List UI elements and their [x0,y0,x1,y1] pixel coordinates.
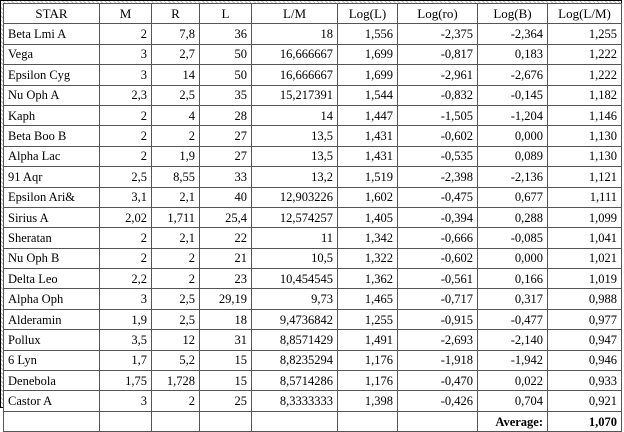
log-b-cell[interactable]: -1,204 [478,105,548,125]
empty-cell[interactable] [152,411,200,431]
header-log-l-over-m[interactable]: Log(L/M) [548,4,622,24]
mass-cell[interactable]: 2,3 [100,85,152,105]
log-l-cell[interactable]: 1,431 [338,146,398,166]
empty-cell[interactable] [100,411,152,431]
star-name-cell[interactable]: Castor A [4,391,100,411]
log-l-cell[interactable]: 1,699 [338,44,398,64]
log-ro-cell[interactable]: -0,535 [398,146,478,166]
log-l-cell[interactable]: 1,255 [338,309,398,329]
empty-cell[interactable] [4,411,100,431]
log-ro-cell[interactable]: -1,918 [398,350,478,370]
log-l-cell[interactable]: 1,491 [338,330,398,350]
log-ro-cell[interactable]: -0,666 [398,228,478,248]
table-row [4,289,622,309]
l-over-m-cell[interactable]: 8,3333333 [252,391,338,411]
log-b-cell[interactable]: 0,317 [478,289,548,309]
log-b-cell[interactable]: -0,085 [478,228,548,248]
radius-cell[interactable]: 2 [152,248,200,268]
luminosity-cell[interactable]: 31 [200,330,252,350]
header-l[interactable]: L [200,4,252,24]
star-name-cell[interactable]: Epsilon Cyg [4,65,100,85]
star-name-cell[interactable]: Sheratan [4,228,100,248]
log-l-over-m-cell[interactable]: 1,255 [548,24,622,44]
mass-cell[interactable]: 2 [100,24,152,44]
luminosity-cell[interactable]: 29,19 [200,289,252,309]
table-row [4,391,622,411]
star-name-cell[interactable]: Nu Oph A [4,85,100,105]
radius-cell[interactable]: 1,728 [152,371,200,391]
l-over-m-cell[interactable]: 10,454545 [252,269,338,289]
header-l-over-m[interactable]: L/M [252,4,338,24]
log-l-cell[interactable]: 1,405 [338,207,398,227]
radius-cell[interactable]: 1,711 [152,207,200,227]
log-l-over-m-cell[interactable]: 0,947 [548,330,622,350]
table-row [4,44,622,64]
star-name-cell[interactable]: Denebola [4,371,100,391]
radius-cell[interactable]: 2 [152,126,200,146]
mass-cell[interactable]: 3,5 [100,330,152,350]
table-row [4,187,622,207]
star-data-table [3,3,622,432]
mass-cell[interactable]: 1,9 [100,309,152,329]
radius-cell[interactable]: 2,5 [152,85,200,105]
l-over-m-cell[interactable]: 13,5 [252,146,338,166]
log-b-cell[interactable]: -0,477 [478,309,548,329]
luminosity-cell[interactable]: 40 [200,187,252,207]
log-l-cell[interactable]: 1,431 [338,126,398,146]
star-name-cell[interactable]: Alderamin [4,309,100,329]
log-ro-cell[interactable]: -0,915 [398,309,478,329]
star-name-cell[interactable]: Kaph [4,105,100,125]
star-name-cell[interactable]: Epsilon Ari& [4,187,100,207]
l-over-m-cell[interactable]: 18 [252,24,338,44]
log-ro-cell[interactable]: -2,961 [398,65,478,85]
log-l-over-m-cell[interactable]: 0,988 [548,289,622,309]
log-l-over-m-cell[interactable]: 1,121 [548,167,622,187]
log-l-cell[interactable]: 1,602 [338,187,398,207]
l-over-m-cell[interactable]: 10,5 [252,248,338,268]
log-l-over-m-cell[interactable]: 0,933 [548,371,622,391]
log-l-cell[interactable]: 1,176 [338,350,398,370]
mass-cell[interactable]: 2 [100,228,152,248]
header-log-ro[interactable]: Log(ro) [398,4,478,24]
mass-cell[interactable]: 1,7 [100,350,152,370]
radius-cell[interactable]: 7,8 [152,24,200,44]
log-b-cell[interactable]: 0,089 [478,146,548,166]
log-b-cell[interactable]: 0,166 [478,269,548,289]
luminosity-cell[interactable]: 23 [200,269,252,289]
table-row [4,85,622,105]
mass-cell[interactable]: 2,2 [100,269,152,289]
log-l-over-m-cell[interactable]: 1,099 [548,207,622,227]
log-ro-cell[interactable]: -2,398 [398,167,478,187]
table-row [4,248,622,268]
radius-cell[interactable]: 14 [152,65,200,85]
table-row [4,146,622,166]
star-name-cell[interactable]: Alpha Oph [4,289,100,309]
l-over-m-cell[interactable]: 11 [252,228,338,248]
log-l-over-m-cell[interactable]: 1,146 [548,105,622,125]
log-l-cell[interactable]: 1,519 [338,167,398,187]
radius-cell[interactable]: 2,1 [152,187,200,207]
l-over-m-cell[interactable]: 12,903226 [252,187,338,207]
luminosity-cell[interactable]: 22 [200,228,252,248]
mass-cell[interactable]: 2,02 [100,207,152,227]
empty-cell[interactable] [252,411,338,431]
l-over-m-cell[interactable]: 9,73 [252,289,338,309]
log-l-cell[interactable]: 1,398 [338,391,398,411]
l-over-m-cell[interactable]: 14 [252,105,338,125]
log-l-over-m-cell[interactable]: 0,946 [548,350,622,370]
radius-cell[interactable]: 8,55 [152,167,200,187]
log-ro-cell[interactable]: -0,470 [398,371,478,391]
star-name-cell[interactable]: 6 Lyn [4,350,100,370]
log-b-cell[interactable]: 0,000 [478,248,548,268]
luminosity-cell[interactable]: 18 [200,309,252,329]
star-name-cell[interactable]: Sirius A [4,207,100,227]
log-b-cell[interactable]: -2,676 [478,65,548,85]
log-l-cell[interactable]: 1,447 [338,105,398,125]
luminosity-cell[interactable]: 35 [200,85,252,105]
table-row [4,24,622,44]
mass-cell[interactable]: 2 [100,105,152,125]
radius-cell[interactable]: 2 [152,269,200,289]
star-name-cell[interactable]: Delta Leo [4,269,100,289]
log-ro-cell[interactable]: -0,817 [398,44,478,64]
table-row [4,167,622,187]
empty-cell[interactable] [338,411,398,431]
log-ro-cell[interactable]: -0,717 [398,289,478,309]
luminosity-cell[interactable]: 27 [200,146,252,166]
luminosity-cell[interactable]: 15 [200,371,252,391]
l-over-m-cell[interactable]: 8,8235294 [252,350,338,370]
table-row [4,65,622,85]
l-over-m-cell[interactable]: 16,666667 [252,65,338,85]
log-ro-cell[interactable]: -0,394 [398,207,478,227]
log-l-over-m-cell[interactable]: 0,921 [548,391,622,411]
log-l-over-m-cell[interactable]: 1,222 [548,65,622,85]
star-name-cell[interactable]: Alpha Lac [4,146,100,166]
log-l-over-m-cell[interactable]: 1,021 [548,248,622,268]
mass-cell[interactable]: 3,1 [100,187,152,207]
log-l-cell[interactable]: 1,342 [338,228,398,248]
log-l-over-m-cell[interactable]: 1,222 [548,44,622,64]
log-l-over-m-cell[interactable]: 1,130 [548,146,622,166]
mass-cell[interactable]: 3 [100,289,152,309]
mass-cell[interactable]: 1,75 [100,371,152,391]
log-l-over-m-cell[interactable]: 1,111 [548,187,622,207]
mass-cell[interactable]: 3 [100,44,152,64]
table-row [4,371,622,391]
log-ro-cell[interactable]: -0,602 [398,126,478,146]
log-b-cell[interactable]: 0,000 [478,126,548,146]
log-b-cell[interactable]: 0,288 [478,207,548,227]
log-l-cell[interactable]: 1,176 [338,371,398,391]
luminosity-cell[interactable]: 36 [200,24,252,44]
log-b-cell[interactable]: 0,677 [478,187,548,207]
header-m[interactable]: M [100,4,152,24]
log-l-cell[interactable]: 1,556 [338,24,398,44]
luminosity-cell[interactable]: 50 [200,44,252,64]
log-l-cell[interactable]: 1,362 [338,269,398,289]
empty-cell[interactable] [200,411,252,431]
l-over-m-cell[interactable]: 12,574257 [252,207,338,227]
luminosity-cell[interactable]: 50 [200,65,252,85]
log-ro-cell[interactable]: -2,375 [398,24,478,44]
l-over-m-cell[interactable]: 16,666667 [252,44,338,64]
log-ro-cell[interactable]: -0,561 [398,269,478,289]
radius-cell[interactable]: 5,2 [152,350,200,370]
table-row [4,350,622,370]
table-row [4,309,622,329]
luminosity-cell[interactable]: 21 [200,248,252,268]
table-row [4,269,622,289]
mass-cell[interactable]: 3 [100,65,152,85]
log-ro-cell[interactable]: -0,426 [398,391,478,411]
log-l-cell[interactable]: 1,465 [338,289,398,309]
table-row [4,126,622,146]
log-b-cell[interactable]: -2,136 [478,167,548,187]
header-r[interactable]: R [152,4,200,24]
log-l-over-m-cell[interactable]: 1,019 [548,269,622,289]
star-name-cell[interactable]: Pollux [4,330,100,350]
radius-cell[interactable]: 2,7 [152,44,200,64]
log-b-cell[interactable]: -2,364 [478,24,548,44]
mass-cell[interactable]: 2 [100,248,152,268]
luminosity-cell[interactable]: 15 [200,350,252,370]
header-row [4,4,622,24]
luminosity-cell[interactable]: 27 [200,126,252,146]
radius-cell[interactable]: 2,1 [152,228,200,248]
l-over-m-cell[interactable]: 8,5714286 [252,371,338,391]
log-b-cell[interactable]: 0,022 [478,371,548,391]
mass-cell[interactable]: 2,5 [100,167,152,187]
star-name-cell[interactable]: Nu Oph B [4,248,100,268]
star-name-cell[interactable]: Beta Lmi A [4,24,100,44]
luminosity-cell[interactable]: 25,4 [200,207,252,227]
luminosity-cell[interactable]: 28 [200,105,252,125]
radius-cell[interactable]: 2,5 [152,309,200,329]
log-l-cell[interactable]: 1,699 [338,65,398,85]
header-log-l[interactable]: Log(L) [338,4,398,24]
l-over-m-cell[interactable]: 9,4736842 [252,309,338,329]
log-l-over-m-cell[interactable]: 1,182 [548,85,622,105]
log-ro-cell[interactable]: -2,693 [398,330,478,350]
log-l-cell[interactable]: 1,544 [338,85,398,105]
log-b-cell[interactable]: -2,140 [478,330,548,350]
log-ro-cell[interactable]: -1,505 [398,105,478,125]
table-row [4,228,622,248]
table-row [4,207,622,227]
radius-cell[interactable]: 2,5 [152,289,200,309]
header-star[interactable]: STAR [4,4,100,24]
average-value[interactable]: 1,070 [548,411,622,431]
l-over-m-cell[interactable]: 13,2 [252,167,338,187]
radius-cell[interactable]: 2 [152,391,200,411]
star-name-cell[interactable]: 91 Aqr [4,167,100,187]
luminosity-cell[interactable]: 33 [200,167,252,187]
l-over-m-cell[interactable]: 13,5 [252,126,338,146]
radius-cell[interactable]: 12 [152,330,200,350]
star-name-cell[interactable]: Vega [4,44,100,64]
radius-cell[interactable]: 4 [152,105,200,125]
mass-cell[interactable]: 3 [100,391,152,411]
log-b-cell[interactable]: -1,942 [478,350,548,370]
header-log-b[interactable]: Log(B) [478,4,548,24]
log-ro-cell[interactable]: -0,475 [398,187,478,207]
log-b-cell[interactable]: 0,704 [478,391,548,411]
l-over-m-cell[interactable]: 15,217391 [252,85,338,105]
log-l-over-m-cell[interactable]: 1,130 [548,126,622,146]
log-l-over-m-cell[interactable]: 0,977 [548,309,622,329]
average-row [4,411,622,431]
table-row [4,105,622,125]
log-b-cell[interactable]: 0,183 [478,44,548,64]
radius-cell[interactable]: 1,9 [152,146,200,166]
mass-cell[interactable]: 2 [100,146,152,166]
mass-cell[interactable]: 2 [100,126,152,146]
log-ro-cell[interactable]: -0,832 [398,85,478,105]
log-ro-cell[interactable]: -0,602 [398,248,478,268]
star-name-cell[interactable]: Beta Boo B [4,126,100,146]
log-l-cell[interactable]: 1,322 [338,248,398,268]
log-l-over-m-cell[interactable]: 1,041 [548,228,622,248]
luminosity-cell[interactable]: 25 [200,391,252,411]
average-label[interactable]: Average: [478,411,548,431]
log-b-cell[interactable]: -0,145 [478,85,548,105]
table-row [4,330,622,350]
l-over-m-cell[interactable]: 8,8571429 [252,330,338,350]
empty-cell[interactable] [398,411,478,431]
